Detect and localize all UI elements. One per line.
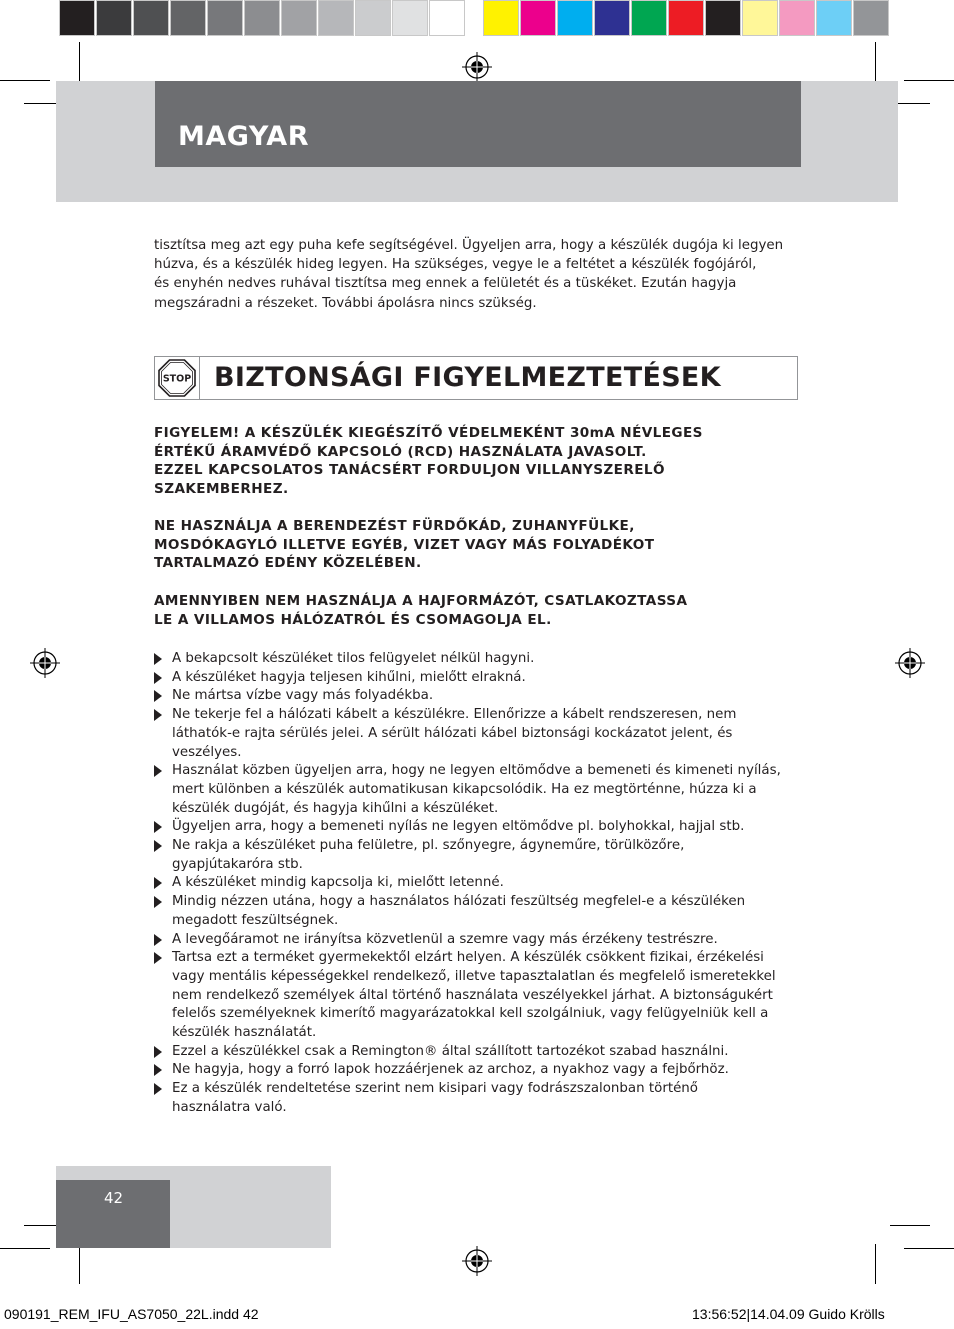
warning-line: MOSDÓKAGYLÓ ILLETVE EGYÉB, VIZET VAGY MÁS FOLYADÉKOT xyxy=(154,536,655,553)
bullet-triangle-icon xyxy=(154,934,162,946)
bullet-line: Ügyeljen arra, hogy a bemeneti nyílás ne legyen eltömődve pl. bolyhokkal, hajjal stb. xyxy=(172,819,745,835)
bullet-triangle-icon xyxy=(154,690,162,702)
bullet-line: A bekapcsolt készüléket tilos felügyelet nélkül hagyni. xyxy=(172,651,535,666)
bullet-triangle-icon xyxy=(154,672,162,684)
intro-line: és enyhén nedves ruhával tisztítsa meg ennek a felületét és a tüskéket. Ezután hagyja xyxy=(154,276,737,292)
process-color-swatch xyxy=(779,0,815,36)
bullet-line: készülék dugóját, és hagyja kihűlni a készüléket. xyxy=(172,800,499,816)
bullet-item xyxy=(154,837,784,874)
bullet-line: megadott feszültségnek. xyxy=(172,912,339,928)
registration-mark-icon xyxy=(462,52,492,82)
gray-swatch xyxy=(59,0,95,36)
process-color-swatch xyxy=(483,0,519,36)
file-slug: 090191_REM_IFU_AS7050_22L.indd 42 xyxy=(4,1306,259,1322)
bullet-triangle-icon xyxy=(154,877,162,889)
gray-swatch xyxy=(281,0,317,36)
bullet-item xyxy=(154,931,784,950)
intro-line: tisztítsa meg azt egy puha kefe segítségével. Ügyeljen arra, hogy a készülék dugója ki legyen xyxy=(154,238,784,253)
bullet-line: Használat közben ügyeljen arra, hogy ne legyen eltömődve a bemeneti és kimeneti nyílás, xyxy=(172,763,781,779)
bullet-triangle-icon xyxy=(154,821,162,833)
warning-line: AMENNYIBEN NEM HASZNÁLJA A HAJFORMÁZÓT, CSATLAKOZTASSA xyxy=(154,593,688,609)
bullet-item xyxy=(154,687,784,706)
bullet-item xyxy=(154,669,784,688)
stop-sign-label: STOP xyxy=(162,373,191,385)
bullet-line: felelős személyeknek kimerítő magyarázatokkal kell szolgálniuk, vagy felügyelniük kell a xyxy=(172,1006,769,1022)
crop-mark xyxy=(0,80,50,81)
gray-swatch xyxy=(170,0,206,36)
bullet-line: Tartsa ezt a terméket gyermekektől elzárt helyen. A készülék csökkent fizikai, érzékelési xyxy=(172,950,764,966)
bullet-line: Ne rakja a készüléket puha felületre, pl. szőnyegre, ágyneműre, törülközőre, xyxy=(172,838,685,854)
process-color-swatch xyxy=(631,0,667,36)
stop-sign-icon xyxy=(158,359,196,397)
bullet-line: Ezzel a készülékkel csak a Remington® által szállított tartozékot szabad használni. xyxy=(172,1043,729,1059)
bullet-item xyxy=(154,893,784,930)
water-warning xyxy=(154,517,794,573)
intro-line: húzva, és a készülék hideg legyen. Ha szükséges, vegye le a feltétet a készülék fogójáról, xyxy=(154,257,757,273)
process-color-swatch xyxy=(853,0,889,36)
bullet-triangle-icon xyxy=(154,653,162,665)
bullet-line: vagy mentális képességekkel rendelkező, illetve tapasztalatlan és megfelelő ismeretekkel xyxy=(172,968,776,984)
process-color-swatch xyxy=(816,0,852,36)
bullet-item xyxy=(154,1061,784,1080)
bullet-item xyxy=(154,1080,784,1117)
bullet-triangle-icon xyxy=(154,709,162,721)
gray-swatch xyxy=(429,0,465,36)
process-color-swatch xyxy=(742,0,778,36)
process-color-swatch xyxy=(520,0,556,36)
rcd-warning xyxy=(154,424,794,498)
bullet-line: mert különben a készülék automatikusan kikapcsolódik. Ha ez megtörténne, húzza ki a xyxy=(172,781,757,797)
registration-mark-icon xyxy=(895,648,925,678)
gray-swatch xyxy=(133,0,169,36)
bullet-item xyxy=(154,949,784,1043)
gray-swatch xyxy=(392,0,428,36)
intro-paragraph xyxy=(154,236,794,313)
bullet-line: Mindig nézzen utána, hogy a használatos hálózati feszültség megfelel-e a készüléken xyxy=(172,894,746,910)
warning-line: NE HASZNÁLJA A BERENDEZÉST FÜRDŐKÁD, ZUHANYFÜLKE, xyxy=(154,518,635,534)
bullet-line: A levegőáramot ne irányítsa közvetlenül a szemre vagy más érzékeny testrészre. xyxy=(172,931,718,947)
warning-line: LE A VILLAMOS HÁLÓZATRÓL ÉS CSOMAGOLJA EL. xyxy=(154,611,552,628)
timestamp-slug: 13:56:52|14.04.09 Guido Krölls xyxy=(692,1306,885,1322)
warning-line: SZAKEMBERHEZ. xyxy=(154,480,289,497)
bullet-item xyxy=(154,818,784,837)
bullet-line: láthatók-e rajta sérülés jelei. A sérült hálózati kábel biztonsági kockázatot jelent, és xyxy=(172,725,733,741)
bullet-item xyxy=(154,874,784,893)
page-number: 42 xyxy=(104,1189,124,1207)
gray-swatch xyxy=(355,0,391,36)
warning-line: FIGYELEM! A KÉSZÜLÉK KIEGÉSZÍTŐ VÉDELMEKÉNT 30mA NÉVLEGES xyxy=(154,425,703,441)
bullet-line: Ne mártsa vízbe vagy más folyadékba. xyxy=(172,688,434,704)
registration-mark-icon xyxy=(462,1246,492,1276)
bullet-line: Ne tekerje fel a hálózati kábelt a készülékre. Ellenőrizze a kábelt rendszeresen, nem xyxy=(172,707,737,723)
gray-swatch xyxy=(96,0,132,36)
process-color-swatch xyxy=(668,0,704,36)
bullet-line: A készüléket hagyja teljesen kihűlni, mielőtt elrakná. xyxy=(172,669,526,685)
warning-line: TARTALMAZÓ EDÉNY KÖZELÉBEN. xyxy=(154,555,422,572)
process-color-swatch xyxy=(557,0,593,36)
bullet-line: A készüléket mindig kapcsolja ki, mielőtt letenné. xyxy=(172,875,504,891)
crop-mark xyxy=(904,80,954,81)
gray-swatch xyxy=(318,0,354,36)
bullet-triangle-icon xyxy=(154,1046,162,1058)
process-color-swatch xyxy=(594,0,630,36)
bullet-line: készülék használatát. xyxy=(172,1025,317,1041)
bullet-item xyxy=(154,650,784,669)
grayscale-color-bar xyxy=(59,0,466,38)
unplug-warning xyxy=(154,592,794,629)
process-color-bar xyxy=(483,0,890,38)
bullet-item xyxy=(154,762,784,818)
bullet-triangle-icon xyxy=(154,840,162,852)
crop-mark xyxy=(79,1244,80,1284)
bullet-line: használatra való. xyxy=(172,1099,287,1115)
warning-line: EZZEL KAPCSOLATOS TANÁCSÉRT FORDULJON VILLANYSZERELŐ xyxy=(154,462,665,479)
bullet-line: gyapjútakaróra stb. xyxy=(172,856,303,872)
bullet-item xyxy=(154,1043,784,1062)
bullet-line: Ne hagyja, hogy a forró lapok hozzáérjenek az archoz, a nyakhoz vagy a fejbőrhöz. xyxy=(172,1062,729,1078)
crop-mark xyxy=(904,1248,954,1249)
bullet-line: veszélyes. xyxy=(172,744,242,760)
bullet-triangle-icon xyxy=(154,1064,162,1076)
bullet-triangle-icon xyxy=(154,1083,162,1095)
intro-line: megszáradni a részeket. További ápolásra nincs szükség. xyxy=(154,295,537,311)
crop-mark xyxy=(0,1248,50,1249)
safety-bullet-list xyxy=(154,650,784,1118)
stop-icon-cell xyxy=(154,356,200,400)
gray-swatch xyxy=(207,0,243,36)
bullet-line: nem rendelkező személyek által történő használata veszélyekkel járhat. A biztonságukért xyxy=(172,987,773,1003)
bullet-item xyxy=(154,706,784,762)
crop-mark xyxy=(875,1244,876,1284)
warning-line: ÉRTÉKŰ ÁRAMVÉDŐ KAPCSOLÓ (RCD) HASZNÁLATA JAVASOLT. xyxy=(154,443,647,460)
section-title: BIZTONSÁGI FIGYELMEZTETÉSEK xyxy=(214,362,721,393)
registration-mark-icon xyxy=(30,648,60,678)
gray-swatch xyxy=(244,0,280,36)
process-color-swatch xyxy=(705,0,741,36)
bullet-triangle-icon xyxy=(154,765,162,777)
language-title: MAGYAR xyxy=(178,121,309,152)
crop-mark xyxy=(890,1225,930,1226)
bullet-triangle-icon xyxy=(154,952,162,964)
bullet-line: Ez a készülék rendeltetése szerint nem kisipari vagy fodrászszalonban történő xyxy=(172,1081,698,1097)
bullet-triangle-icon xyxy=(154,896,162,908)
